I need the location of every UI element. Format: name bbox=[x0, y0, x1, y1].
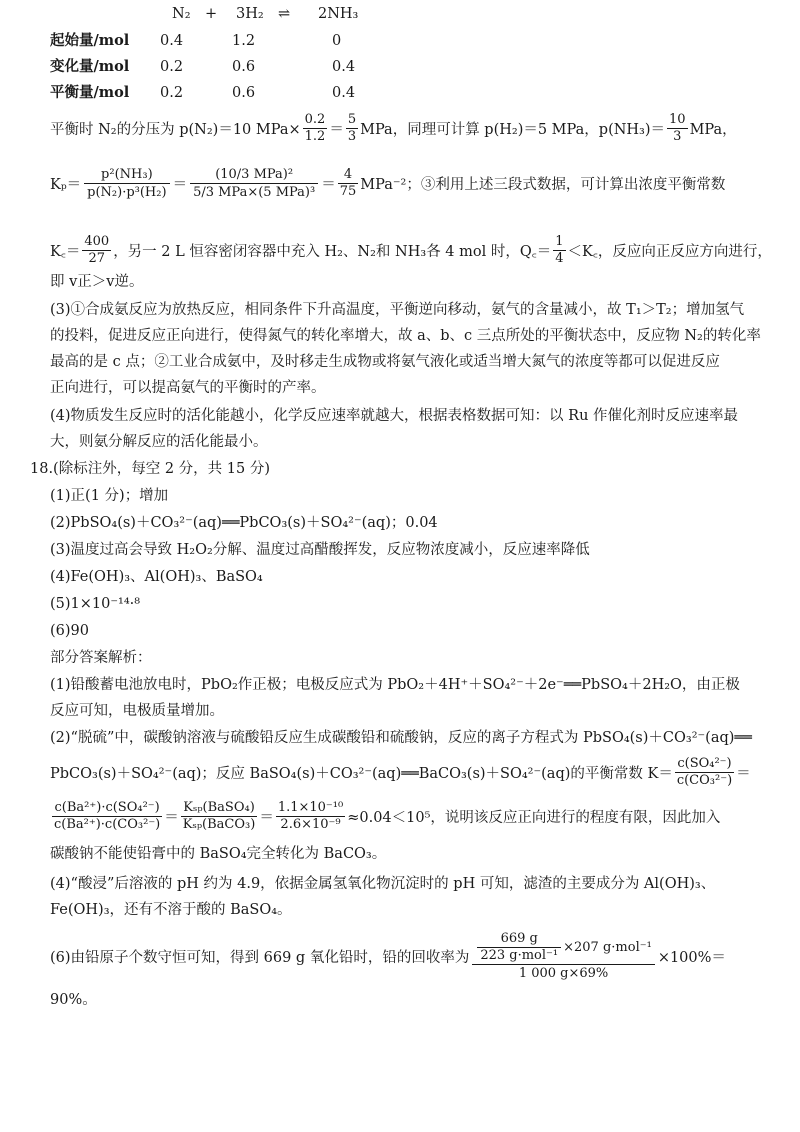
text: MPa， bbox=[689, 121, 737, 138]
equilibrium-table bbox=[0, 0, 800, 110]
question-18-heading: 18.(除标注外，每空 2 分，共 15 分) bbox=[30, 461, 270, 477]
fraction: $\frac{400}{27}$ bbox=[84, 233, 110, 266]
answer-5: (5)1×10⁻¹⁴·⁸ bbox=[50, 596, 141, 612]
text: MPa⁻²；③利用上述三段式数据，可计算出浓度平衡常数 bbox=[360, 176, 726, 193]
cell: 0.2 bbox=[160, 85, 184, 101]
cell: 0 bbox=[332, 33, 342, 49]
text-line: 反应可知，电极质量增加。 bbox=[50, 703, 224, 719]
kc-line bbox=[50, 232, 772, 268]
text: ×100%＝ bbox=[657, 949, 726, 966]
text-line: (4)物质发生反应时的活化能越小，化学反应速率就越大，根据表格数据可知：以 Ru 作催化剂时反应速率最 bbox=[50, 408, 739, 424]
answer-3: (3)温度过高会导致 H₂O₂分解、温度过高醋酸挥发，反应物浓度减小，反应速率降低 bbox=[50, 542, 590, 558]
text-line: 碳酸钠不能使铅膏中的 BaSO₄完全转化为 BaCO₃。 bbox=[50, 846, 387, 862]
fraction: $\frac{\text{Kₛₚ(BaSO₄)}}{\text{Kₛₚ(BaCO₃)}}$ bbox=[182, 799, 256, 832]
k-expression-line bbox=[50, 754, 751, 790]
fraction: $\frac{\text{c(SO₄²⁻)}}{\text{c(CO₃²⁻)}}$ bbox=[676, 755, 733, 788]
text-line: 即 v正＞v逆。 bbox=[50, 274, 144, 290]
fraction: $\frac{4}{75}$ bbox=[339, 166, 357, 199]
text: 平衡时 N₂的分压为 p(N₂)＝10 MPa× bbox=[50, 121, 301, 138]
text-line: (1)铅酸蓄电池放电时，PbO₂作正极；电极反应式为 PbO₂＋4H⁺＋SO₄²⁻＋2e⁻══PbSO₄＋2H₂O，由正极 bbox=[50, 677, 740, 693]
text: ，另一 2 L 恒容密闭容器中充入 H₂、N₂和 NH₃各 4 mol 时，Q꜀＝ bbox=[113, 243, 552, 260]
text: ＝ bbox=[164, 809, 179, 826]
text: MPa，同理可计算 p(H₂)＝5 MPa，p(NH₃)＝ bbox=[360, 121, 666, 138]
fraction: $\frac{5}{3}$ bbox=[347, 111, 357, 144]
text-line: (2)“脱硫”中，碳酸钠溶液与硫酸铅反应生成碳酸铅和硫酸钠，反应的离子方程式为 PbSO₄(s)＋CO₃²⁻(aq)══ bbox=[50, 730, 752, 746]
row-label-change: 变化量/mol bbox=[50, 58, 130, 75]
text-line: 正向进行，可以提高氨气的平衡时的产率。 bbox=[50, 380, 326, 396]
text-line: 的投料，促进反应正向进行，使得氮气的转化率增大，故 a、b、c 三点所处的平衡状态中，反应物 N₂的转化率 bbox=[50, 328, 761, 344]
text: Kₚ＝ bbox=[50, 176, 82, 193]
table-header-n2: N₂ bbox=[172, 6, 191, 22]
cell: 0.6 bbox=[232, 59, 256, 75]
text: ＝ bbox=[321, 176, 336, 193]
analysis-heading: 部分答案解析： bbox=[50, 650, 152, 666]
table-header-plus: + bbox=[205, 6, 218, 22]
fraction: $\frac{669 g}{\text{223 g·mol⁻¹}}$ bbox=[477, 931, 561, 964]
text-line: 大，则氨分解反应的活化能最小。 bbox=[50, 434, 268, 450]
fraction: $\frac{\text{1.1×10⁻¹⁰}}{\text{2.6×10⁻⁹}}$ bbox=[277, 799, 344, 832]
cell: 0.2 bbox=[160, 59, 184, 75]
partial-pressure-line bbox=[50, 110, 737, 146]
kp-line bbox=[50, 158, 725, 208]
text-line: (3)①合成氨反应为放热反应，相同条件下升高温度，平衡逆向移动，氨气的含量减小，故 T₁＞T₂；增加氢气 bbox=[50, 302, 745, 318]
text: ＝ bbox=[329, 121, 344, 138]
text: ×207 g·mol⁻¹ bbox=[563, 939, 652, 955]
cell: 0.6 bbox=[232, 85, 256, 101]
cell: 0.4 bbox=[160, 33, 184, 49]
answer-1: (1)正(1 分)；增加 bbox=[50, 488, 169, 504]
answer-6: (6)90 bbox=[50, 623, 89, 639]
compound-fraction: $\frac{669 g}{\text{223 g·mol⁻¹}}$ ×207 g·mol⁻¹ 1 000 g×69% bbox=[472, 931, 654, 982]
text: ≈0.04＜10⁵，说明该反应正向进行的程度有限，因此加入 bbox=[347, 809, 721, 826]
cell: 0.4 bbox=[332, 59, 356, 75]
text: ＝ bbox=[172, 176, 188, 193]
text-line: 最高的是 c 点；②工业合成氨中，及时移走生成物或将氨气液化或适当增大氮气的浓度等都可以促进反应 bbox=[50, 354, 720, 370]
fraction: $\frac{\text{c(Ba²⁺)·c(SO₄²⁻)}}{\text{c(Ba²⁺)·c(CO₃²⁻)}}$ bbox=[54, 799, 161, 832]
fraction: $\frac{\text{p²(NH₃)}}{\text{p(N₂)·p³(H₂)}}$ bbox=[84, 166, 169, 201]
cell: 1.2 bbox=[232, 33, 256, 49]
row-label-start: 起始量/mol bbox=[50, 32, 130, 49]
k-calc-line bbox=[50, 796, 720, 836]
fraction: $\frac{1}{4}$ bbox=[555, 233, 564, 266]
fraction: $\frac{10}{3}$ bbox=[669, 111, 686, 144]
answer-2: (2)PbSO₄(s)＋CO₃²⁻(aq)══PbCO₃(s)＋SO₄²⁻(aq)；0.04 bbox=[50, 515, 438, 531]
text: (6)由铅原子个数守恒可知，得到 669 g 氧化铅时，铅的回收率为 bbox=[50, 949, 470, 966]
text-line: 90%。 bbox=[50, 992, 97, 1008]
text: K꜀＝ bbox=[50, 243, 81, 260]
recovery-rate-line bbox=[50, 926, 726, 986]
text: ＝ bbox=[259, 809, 274, 826]
fraction: $\frac{0.2}{1.2}$ bbox=[304, 111, 326, 144]
table-header-arrow: ⇌ bbox=[278, 6, 291, 22]
cell: 0.4 bbox=[332, 85, 356, 101]
text: ＝ bbox=[736, 765, 751, 782]
answer-4: (4)Fe(OH)₃、Al(OH)₃、BaSO₄ bbox=[50, 569, 263, 585]
table-header-nh3: 2NH₃ bbox=[318, 6, 359, 22]
text: PbCO₃(s)＋SO₄²⁻(aq)；反应 BaSO₄(s)＋CO₃²⁻(aq)══BaCO₃(s)＋SO₄²⁻(aq)的平衡常数 K＝ bbox=[50, 765, 673, 782]
fraction: $\frac{\text{(10/3 MPa)²}}{\text{5/3 MPa×(5 MPa)³}}$ bbox=[190, 166, 318, 201]
text: ＜K꜀，反应向正反应方向进行， bbox=[567, 243, 772, 260]
row-label-equilibrium: 平衡量/mol bbox=[50, 84, 130, 101]
text-line: Fe(OH)₃，还有不溶于酸的 BaSO₄。 bbox=[50, 902, 292, 918]
text-line: (4)“酸浸”后溶液的 pH 约为 4.9，依据金属氢氧化物沉淀时的 pH 可知，滤渣的主要成分为 Al(OH)₃、 bbox=[50, 876, 716, 892]
table-header-h2: 3H₂ bbox=[236, 6, 264, 22]
